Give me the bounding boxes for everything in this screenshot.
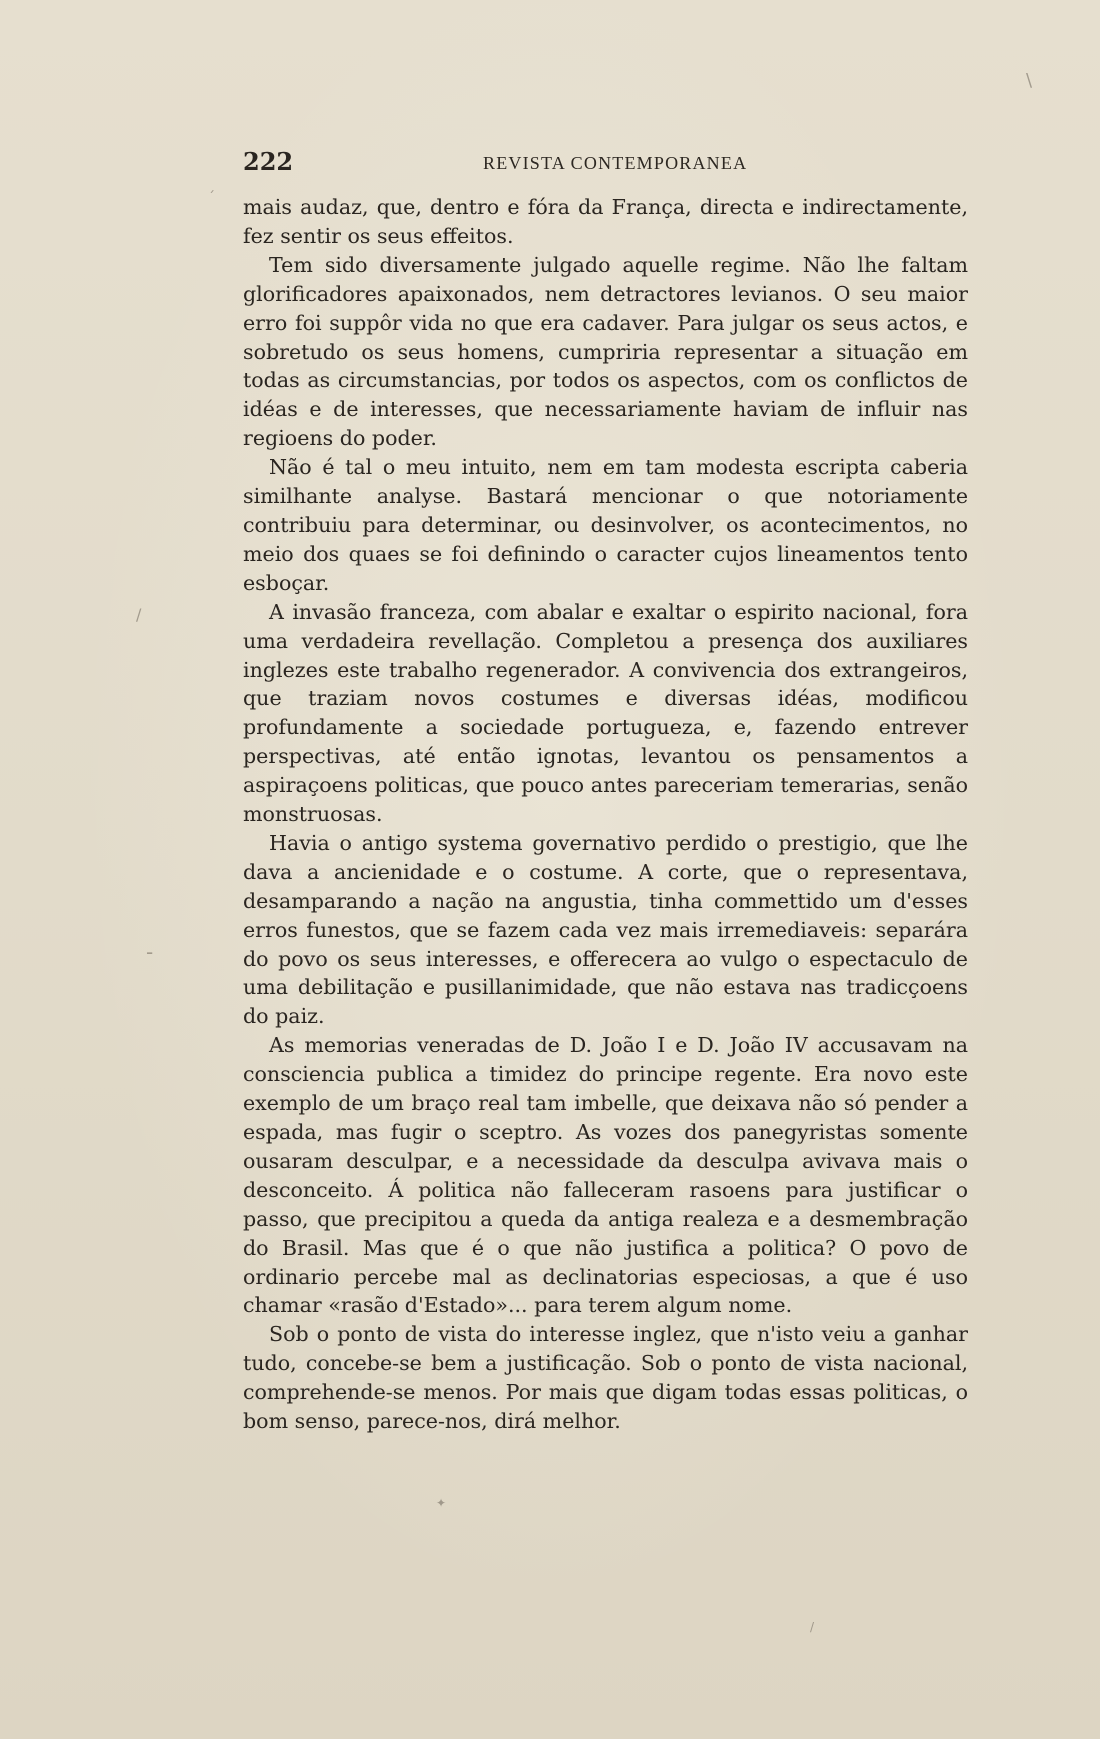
page-header — [243, 148, 948, 178]
paragraph-2: Tem sido diversamente julgado aquelle regime. Não lhe faltam glorificadores apaixonados, nem detractores levianos. O seu maior erro foi suppôr vida no que era cadaver. Para julgar os seus actos, e sobretudo os seus homens, cumpriria representar a situação em todas as circumstancias, por todos os aspectos, com os conflictos de idéas e de interesses, que necessariamente haviam de influir nas regioens do poder. — [243, 252, 968, 451]
body-text — [243, 193, 968, 1436]
running-title: REVISTA CONTEMPORANEA — [483, 153, 748, 173]
paragraph-1: mais audaz, que, dentro e fóra da França, directa e indirectamente, fez sentir os seus effeitos. — [243, 195, 968, 248]
paragraph-3: Não é tal o meu intuito, nem em tam modesta escripta caberia similhante analyse. Bastará mencionar o que notoriamente contribuiu para determinar, ou desinvolver, os acontecimentos, no meio dos quaes se foi definindo o caracter cujos lineamentos tento esboçar. — [243, 455, 968, 595]
page-number: 222 — [243, 147, 294, 176]
scan-speck: / — [136, 605, 142, 624]
paragraph-4: A invasão franceza, com abalar e exaltar o espirito nacional, fora uma verdadeira revellação. Completou a presença dos auxiliares inglezes este trabalho regenerador. A convivencia dos extrangeiros, que traziam novos costumes e diversas idéas, modificou profundamente a sociedade portugueza, e, fazendo entrever perspectivas, até então ignotas, levantou os pensamentos a aspiraçoens politicas, que pouco antes pareceriam temerarias, senão monstruosas. — [243, 599, 968, 827]
scan-speck: ✦ — [436, 1496, 447, 1510]
paragraph-7: Sob o ponto de vista do interesse inglez, que n'isto veiu a ganhar tudo, concebe-se bem a justificação. Sob o ponto de vista nacional, comprehende-se menos. Por mais que digam todas essas politicas, o bom senso, parece-nos, dirá melhor. — [243, 1322, 968, 1434]
scan-speck: \ — [1026, 70, 1033, 91]
scan-speck: / — [810, 1620, 815, 1634]
paragraph-5: Havia o antigo systema governativo perdido o prestigio, que lhe dava a ancienidade e o costume. A corte, que o representava, desamparando a nação na angustia, tinha commettido um d'esses erros funestos, que se fazem cada vez mais irremediaveis: separára do povo os seus interesses, e offerecera ao vulgo o espectaculo de uma debilitação e pusillanimidade, que não estava nas tradicçoens do paiz. — [243, 830, 968, 1029]
scan-speck: ´ — [208, 190, 215, 206]
scan-speck: - — [146, 940, 154, 964]
paragraph-6: As memorias veneradas de D. João I e D. João IV accusavam na consciencia publica a timidez do principe regente. Era novo este exemplo de um braço real tam imbelle, que deixava não só pender a espada, mas fugir o sceptro. As vozes dos panegyristas somente ousaram desculpar, e a necessidade da desculpa avivava mais o desconceito. Á politica não falleceram rasoens para justificar o passo, que precipitou a queda da antiga realeza e a desmembração do Brasil. Mas que é o que não justifica a politica? O povo de ordinario percebe mal as declinatorias especiosas, a que é uso chamar «rasão d'Estado»... para terem algum nome. — [243, 1033, 968, 1318]
